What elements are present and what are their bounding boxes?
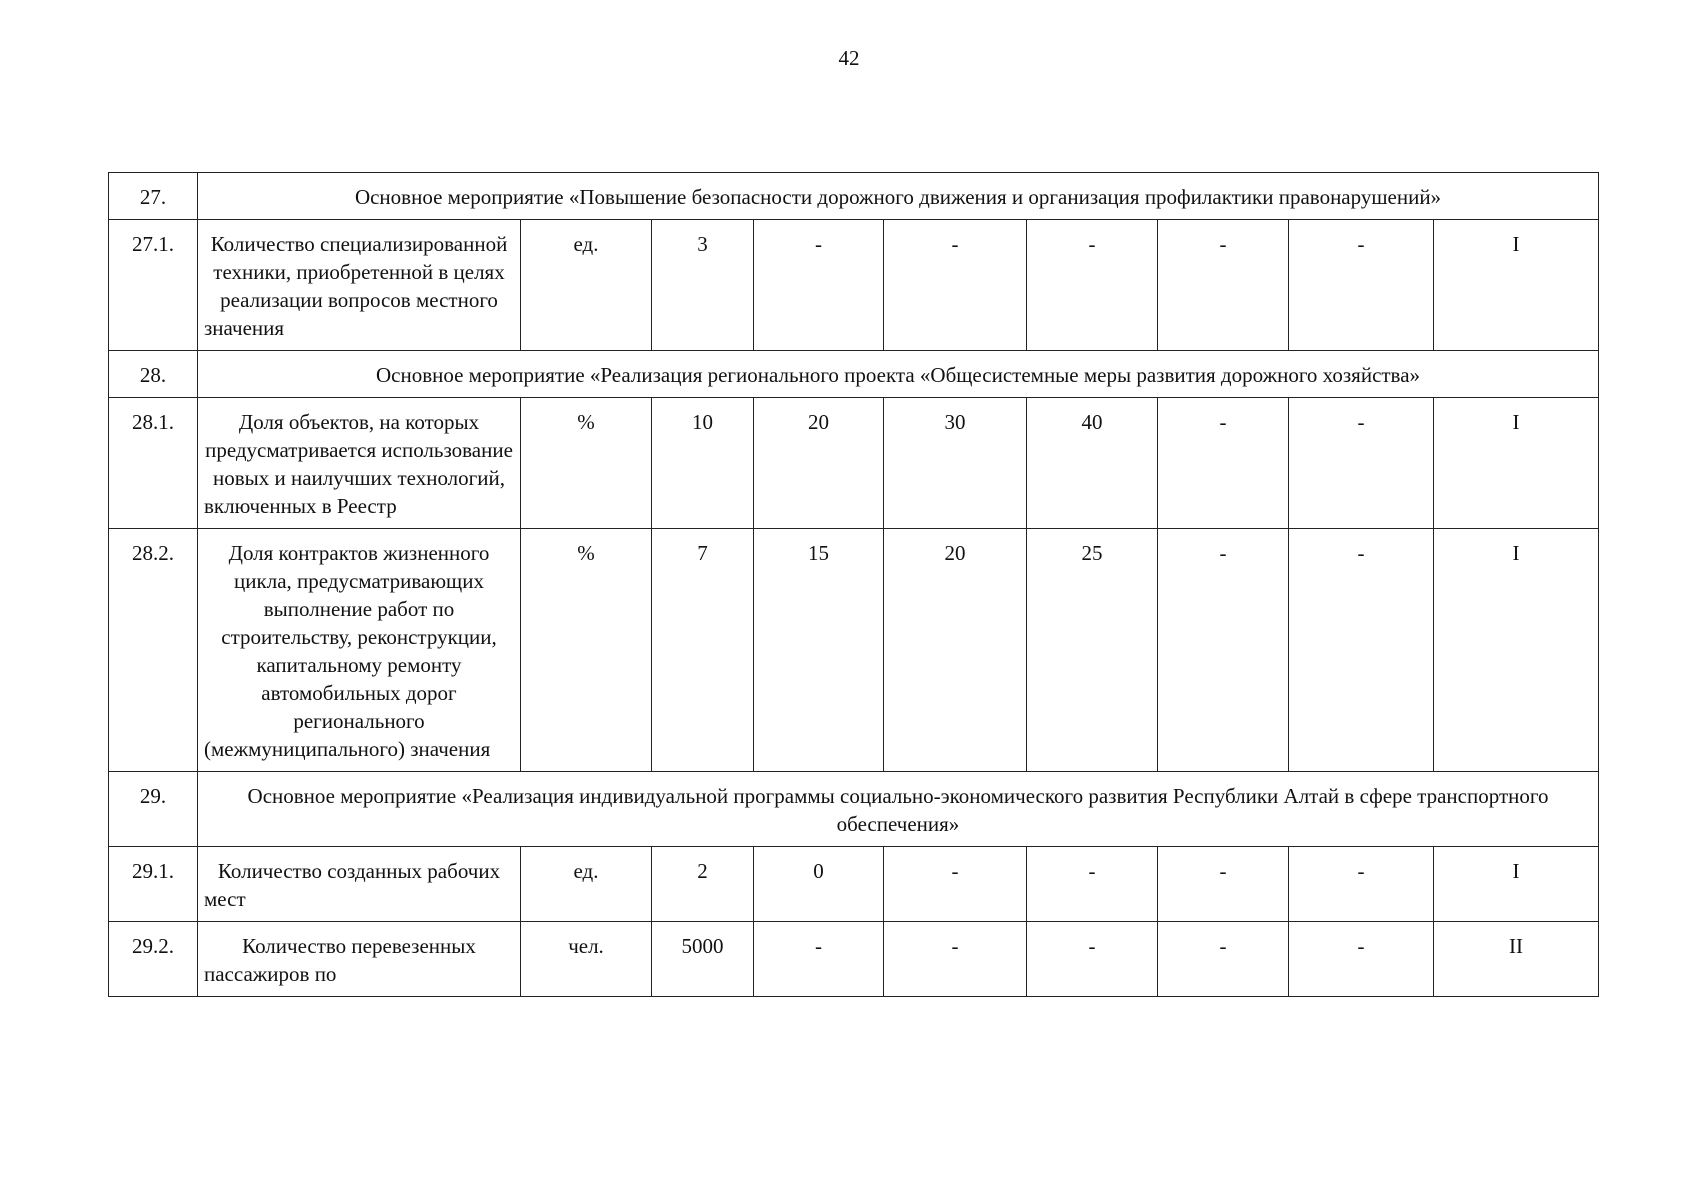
row-number: 27.1.	[109, 220, 198, 351]
indicator-description: Доля контрактов жизненного цикла, предусматривающих выполнение работ по строительству, реконструкции, капитальному ремонту автомобильных дорог регионального (межмуниципального) значения	[198, 529, 521, 772]
table-row	[109, 847, 1599, 922]
unit-cell: чел.	[521, 922, 652, 997]
category-cell: I	[1434, 847, 1599, 922]
section-title: Основное мероприятие «Повышение безопасности дорожного движения и организация профилактики правонарушений»	[198, 173, 1599, 220]
value-cell: -	[754, 922, 884, 997]
indicator-description: Доля объектов, на которых предусматривается использование новых и наилучших технологий, включенных в Реестр	[198, 398, 521, 529]
table-row	[109, 529, 1599, 772]
value-cell: 3	[652, 220, 754, 351]
value-cell: -	[1027, 922, 1158, 997]
section-number: 27.	[109, 173, 198, 220]
value-cell: -	[1289, 398, 1434, 529]
unit-cell: ед.	[521, 220, 652, 351]
category-cell: I	[1434, 398, 1599, 529]
value-cell: -	[884, 847, 1027, 922]
value-cell: -	[754, 220, 884, 351]
value-cell: 7	[652, 529, 754, 772]
value-cell: 20	[884, 529, 1027, 772]
value-cell: 2	[652, 847, 754, 922]
unit-cell: %	[521, 398, 652, 529]
value-cell: -	[1158, 847, 1289, 922]
section-number: 28.	[109, 351, 198, 398]
row-number: 28.1.	[109, 398, 198, 529]
indicator-description: Количество перевезенных пассажиров по	[198, 922, 521, 997]
table-row	[109, 351, 1599, 398]
value-cell: -	[1289, 922, 1434, 997]
category-cell: I	[1434, 529, 1599, 772]
value-cell: -	[1027, 847, 1158, 922]
value-cell: 30	[884, 398, 1027, 529]
value-cell: -	[1158, 220, 1289, 351]
value-cell: 10	[652, 398, 754, 529]
indicator-description: Количество специализированной техники, приобретенной в целях реализации вопросов местного значения	[198, 220, 521, 351]
value-cell: -	[1158, 398, 1289, 529]
value-cell: 5000	[652, 922, 754, 997]
section-title: Основное мероприятие «Реализация индивидуальной программы социально-экономического развития Республики Алтай в сфере транспортного обеспечения»	[198, 772, 1599, 847]
value-cell: -	[1027, 220, 1158, 351]
unit-cell: ед.	[521, 847, 652, 922]
value-cell: -	[1158, 529, 1289, 772]
value-cell: 20	[754, 398, 884, 529]
indicators-table	[108, 172, 1599, 997]
value-cell: -	[884, 220, 1027, 351]
table-row	[109, 173, 1599, 220]
section-number: 29.	[109, 772, 198, 847]
value-cell: -	[1289, 529, 1434, 772]
row-number: 29.2.	[109, 922, 198, 997]
value-cell: -	[1289, 847, 1434, 922]
page-number: 42	[838, 46, 860, 70]
table-row	[109, 220, 1599, 351]
value-cell: -	[884, 922, 1027, 997]
value-cell: -	[1158, 922, 1289, 997]
table-row	[109, 922, 1599, 997]
row-number: 28.2.	[109, 529, 198, 772]
row-number: 29.1.	[109, 847, 198, 922]
category-cell: II	[1434, 922, 1599, 997]
table-row	[109, 772, 1599, 847]
table-row	[109, 398, 1599, 529]
value-cell: 15	[754, 529, 884, 772]
unit-cell: %	[521, 529, 652, 772]
value-cell: 0	[754, 847, 884, 922]
category-cell: I	[1434, 220, 1599, 351]
value-cell: 25	[1027, 529, 1158, 772]
value-cell: -	[1289, 220, 1434, 351]
value-cell: 40	[1027, 398, 1158, 529]
indicator-description: Количество созданных рабочих мест	[198, 847, 521, 922]
section-title: Основное мероприятие «Реализация регионального проекта «Общесистемные меры развития дорожного хозяйства»	[198, 351, 1599, 398]
